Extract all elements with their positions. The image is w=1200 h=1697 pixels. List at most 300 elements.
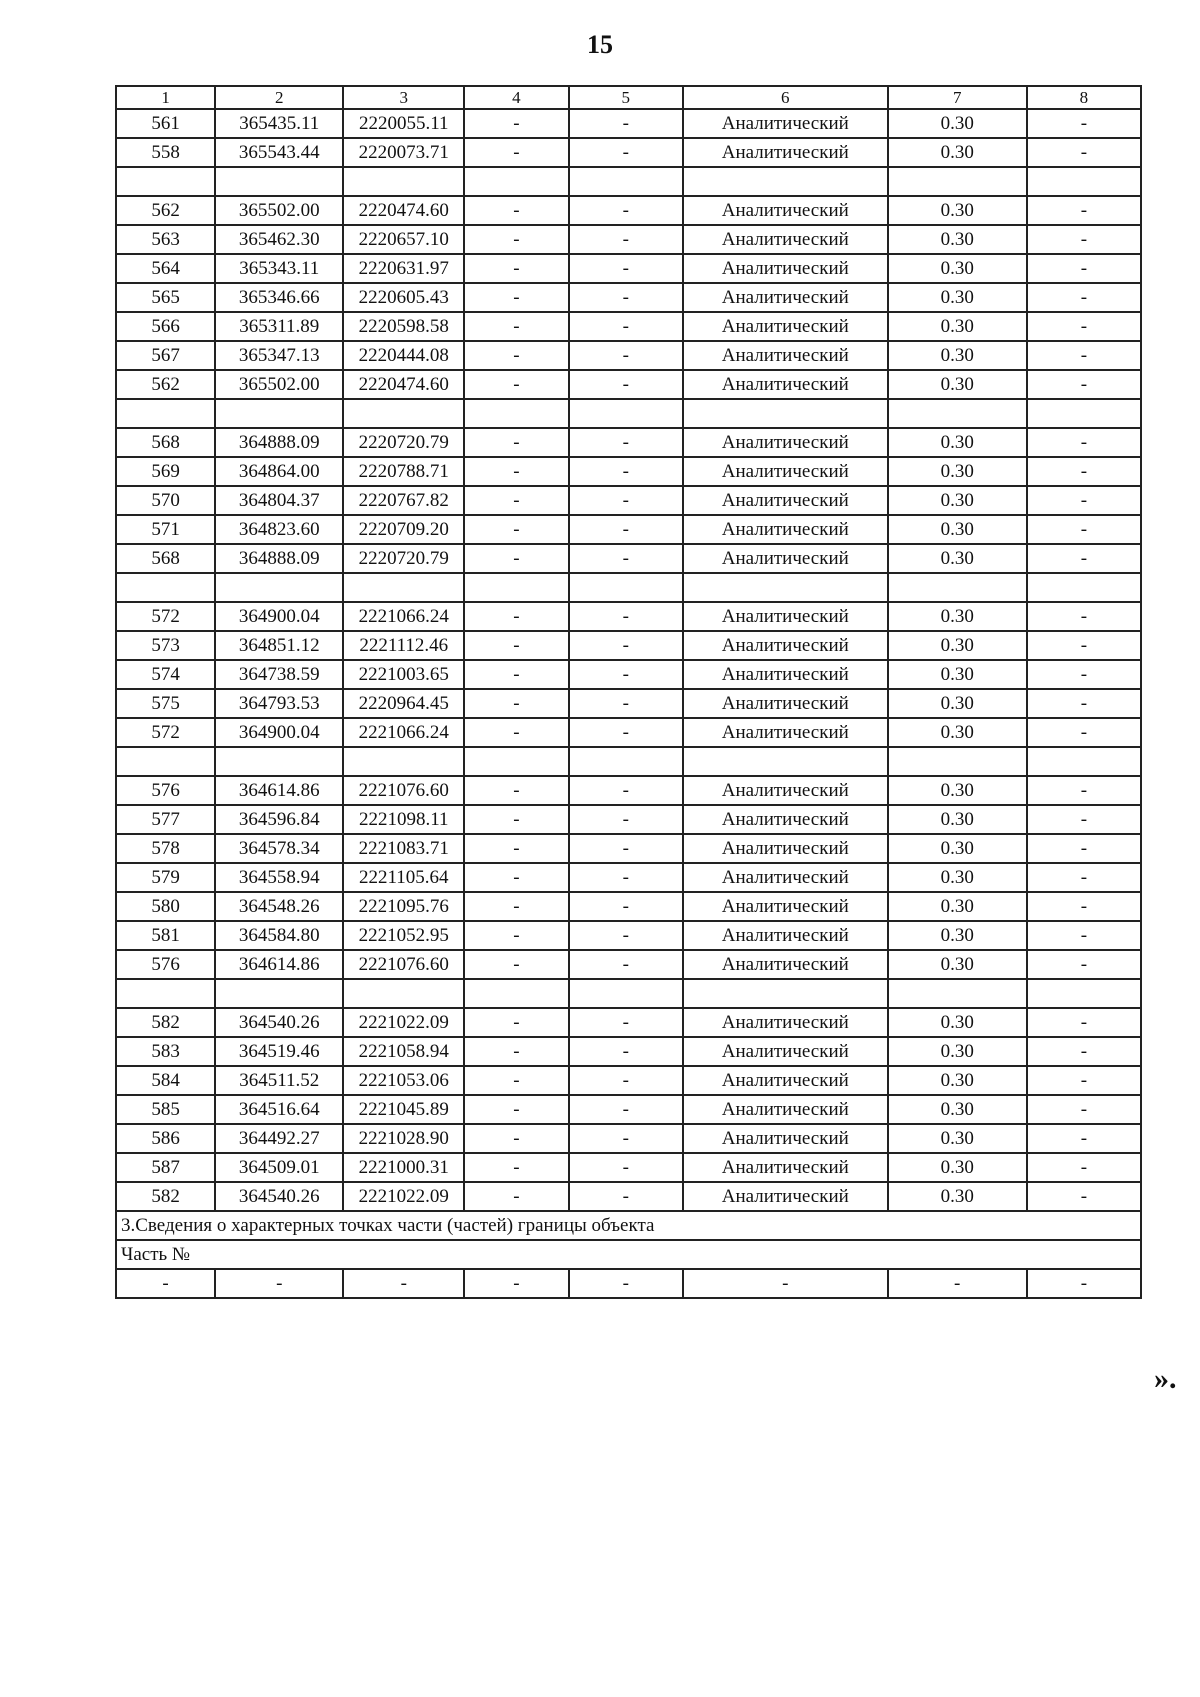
empty-cell: [569, 399, 683, 428]
table-row: [116, 718, 1141, 747]
table-row: [116, 834, 1141, 863]
table-cell: 582: [116, 1182, 215, 1211]
table-cell: 0.30: [888, 950, 1027, 979]
table-cell: 364511.52: [215, 1066, 343, 1095]
table-cell: Аналитический: [683, 457, 888, 486]
table-cell: Аналитический: [683, 1153, 888, 1182]
table-cell: -: [569, 1269, 683, 1298]
table-row: [116, 892, 1141, 921]
table-cell: -: [1027, 486, 1141, 515]
table-row: [116, 921, 1141, 950]
table-row: [116, 689, 1141, 718]
empty-cell: [569, 979, 683, 1008]
empty-cell: [683, 979, 888, 1008]
table-cell: -: [569, 341, 683, 370]
table-cell: 570: [116, 486, 215, 515]
table-cell: 364888.09: [215, 428, 343, 457]
table-row: [116, 515, 1141, 544]
table-cell: 2220474.60: [343, 370, 464, 399]
table-cell: 2220964.45: [343, 689, 464, 718]
table-cell: Аналитический: [683, 718, 888, 747]
table-row: [116, 1124, 1141, 1153]
table-row: [116, 428, 1141, 457]
table-cell: 2221098.11: [343, 805, 464, 834]
table-cell: -: [1027, 950, 1141, 979]
table-cell: -: [569, 660, 683, 689]
table-row: [116, 225, 1141, 254]
table-cell: Аналитический: [683, 863, 888, 892]
table-cell: -: [1027, 1095, 1141, 1124]
table-cell: -: [464, 1008, 569, 1037]
table-row: [116, 1008, 1141, 1037]
table-cell: 2220631.97: [343, 254, 464, 283]
table-cell: -: [569, 428, 683, 457]
table-cell: -: [464, 312, 569, 341]
empty-cell: [215, 399, 343, 428]
table-cell: -: [569, 283, 683, 312]
empty-cell: [683, 747, 888, 776]
table-cell: 364793.53: [215, 689, 343, 718]
table-cell: 0.30: [888, 312, 1027, 341]
empty-cell: [569, 573, 683, 602]
table-cell: 587: [116, 1153, 215, 1182]
table-cell: -: [1027, 1008, 1141, 1037]
table-cell: 0.30: [888, 109, 1027, 138]
table-cell: Аналитический: [683, 225, 888, 254]
table-cell: 365311.89: [215, 312, 343, 341]
table-cell: -: [569, 254, 683, 283]
table-cell: 568: [116, 428, 215, 457]
table-cell: -: [569, 805, 683, 834]
separator-row: [116, 979, 1141, 1008]
table-cell: Аналитический: [683, 312, 888, 341]
table-cell: 2220605.43: [343, 283, 464, 312]
table-cell: -: [464, 805, 569, 834]
table-cell: -: [569, 863, 683, 892]
table-cell: 2221052.95: [343, 921, 464, 950]
table-cell: -: [569, 689, 683, 718]
table-cell: -: [1027, 834, 1141, 863]
table-cell: -: [464, 863, 569, 892]
table-row: [116, 631, 1141, 660]
table-cell: 0.30: [888, 892, 1027, 921]
table-cell: 364540.26: [215, 1182, 343, 1211]
table-cell: -: [1027, 1182, 1141, 1211]
table-cell: 564: [116, 254, 215, 283]
empty-cell: [888, 747, 1027, 776]
table-cell: 577: [116, 805, 215, 834]
table-cell: 581: [116, 921, 215, 950]
table-cell: -: [464, 457, 569, 486]
table-cell: 0.30: [888, 370, 1027, 399]
table-cell: 0.30: [888, 1095, 1027, 1124]
table-cell: 2221022.09: [343, 1182, 464, 1211]
table-cell: 364540.26: [215, 1008, 343, 1037]
table-cell: -: [464, 544, 569, 573]
table-row: [116, 370, 1141, 399]
table-cell: -: [569, 950, 683, 979]
column-header: 1: [116, 86, 215, 109]
table-cell: -: [464, 660, 569, 689]
table-cell: -: [569, 1095, 683, 1124]
table-cell: 364804.37: [215, 486, 343, 515]
table-cell: -: [464, 776, 569, 805]
empty-cell: [888, 573, 1027, 602]
table-cell: 583: [116, 1037, 215, 1066]
table-cell: 2220657.10: [343, 225, 464, 254]
table-cell: -: [569, 1066, 683, 1095]
column-header: 6: [683, 86, 888, 109]
table-cell: -: [464, 1182, 569, 1211]
table-row: [116, 138, 1141, 167]
table-cell: 586: [116, 1124, 215, 1153]
table-cell: 364614.86: [215, 950, 343, 979]
table-cell: Аналитический: [683, 921, 888, 950]
table-cell: 0.30: [888, 689, 1027, 718]
table-cell: -: [1027, 283, 1141, 312]
table-cell: 558: [116, 138, 215, 167]
table-cell: -: [569, 602, 683, 631]
table-cell: 0.30: [888, 631, 1027, 660]
table-cell: -: [464, 370, 569, 399]
table-cell: 364864.00: [215, 457, 343, 486]
table-cell: -: [1027, 805, 1141, 834]
table-cell: 365346.66: [215, 283, 343, 312]
table-cell: 2220055.11: [343, 109, 464, 138]
empty-cell: [683, 573, 888, 602]
table-cell: 2221095.76: [343, 892, 464, 921]
table-cell: 0.30: [888, 602, 1027, 631]
table-cell: 572: [116, 602, 215, 631]
table-row: [116, 1182, 1141, 1211]
empty-cell: [343, 573, 464, 602]
column-header: 4: [464, 86, 569, 109]
empty-cell: [464, 747, 569, 776]
table-cell: 576: [116, 950, 215, 979]
empty-cell: [215, 979, 343, 1008]
table-cell: 0.30: [888, 457, 1027, 486]
table-cell: 365435.11: [215, 109, 343, 138]
table-cell: 584: [116, 1066, 215, 1095]
table-cell: -: [1027, 341, 1141, 370]
table-cell: -: [1027, 718, 1141, 747]
table-cell: 2220709.20: [343, 515, 464, 544]
table-cell: -: [569, 109, 683, 138]
table-cell: -: [1027, 863, 1141, 892]
table-cell: 364888.09: [215, 544, 343, 573]
empty-cell: [116, 747, 215, 776]
table-row: [116, 486, 1141, 515]
table-cell: -: [569, 892, 683, 921]
table-cell: 561: [116, 109, 215, 138]
table-cell: -: [1027, 138, 1141, 167]
table-cell: 364558.94: [215, 863, 343, 892]
table-cell: 0.30: [888, 544, 1027, 573]
table-cell: -: [569, 544, 683, 573]
table-cell: -: [569, 312, 683, 341]
table-row: [116, 602, 1141, 631]
table-cell: -: [1027, 1066, 1141, 1095]
empty-cell: [464, 399, 569, 428]
table-cell: -: [1027, 602, 1141, 631]
empty-cell: [116, 979, 215, 1008]
table-cell: -: [569, 1124, 683, 1153]
table-cell: 562: [116, 370, 215, 399]
table-cell: -: [464, 1153, 569, 1182]
empty-cell: [464, 573, 569, 602]
empty-cell: [569, 747, 683, 776]
table-cell: 364851.12: [215, 631, 343, 660]
table-cell: 0.30: [888, 834, 1027, 863]
table-cell: 585: [116, 1095, 215, 1124]
table-cell: 364519.46: [215, 1037, 343, 1066]
table-cell: 2221000.31: [343, 1153, 464, 1182]
column-header: 2: [215, 86, 343, 109]
table-cell: 2220767.82: [343, 486, 464, 515]
table-cell: 2220598.58: [343, 312, 464, 341]
table-cell: -: [464, 892, 569, 921]
empty-cell: [215, 573, 343, 602]
table-cell: -: [464, 631, 569, 660]
empty-cell: [343, 399, 464, 428]
table-cell: 0.30: [888, 283, 1027, 312]
table-cell: 567: [116, 341, 215, 370]
header-row: [116, 86, 1141, 109]
table-cell: -: [464, 1095, 569, 1124]
table-cell: 574: [116, 660, 215, 689]
table-cell: 2221066.24: [343, 602, 464, 631]
table-row: [116, 312, 1141, 341]
table-cell: 2221112.46: [343, 631, 464, 660]
part-label: Часть №: [116, 1240, 1141, 1269]
table-cell: 578: [116, 834, 215, 863]
table-cell: 364509.01: [215, 1153, 343, 1182]
table-cell: -: [464, 1066, 569, 1095]
table-cell: -: [569, 515, 683, 544]
table-cell: 0.30: [888, 718, 1027, 747]
table-cell: 568: [116, 544, 215, 573]
table-cell: Аналитический: [683, 1037, 888, 1066]
table-body: [116, 86, 1141, 1298]
table-cell: 2221066.24: [343, 718, 464, 747]
table-cell: -: [569, 225, 683, 254]
table-cell: -: [569, 457, 683, 486]
table-cell: Аналитический: [683, 138, 888, 167]
table-cell: -: [1027, 370, 1141, 399]
separator-row: [116, 747, 1141, 776]
table-cell: 0.30: [888, 1037, 1027, 1066]
table-cell: -: [888, 1269, 1027, 1298]
table-cell: -: [464, 225, 569, 254]
table-cell: 2220788.71: [343, 457, 464, 486]
table-cell: Аналитический: [683, 196, 888, 225]
table-cell: -: [464, 196, 569, 225]
table-cell: -: [1027, 312, 1141, 341]
section-title: 3.Сведения о характерных точках части (частей) границы объекта: [116, 1211, 1141, 1240]
empty-cell: [1027, 399, 1141, 428]
table-cell: 2220720.79: [343, 428, 464, 457]
table-cell: 364492.27: [215, 1124, 343, 1153]
table-cell: 575: [116, 689, 215, 718]
table-cell: -: [464, 950, 569, 979]
table-cell: 562: [116, 196, 215, 225]
table-cell: 569: [116, 457, 215, 486]
separator-row: [116, 399, 1141, 428]
part-row: [116, 1240, 1141, 1269]
table-cell: Аналитический: [683, 341, 888, 370]
table-cell: Аналитический: [683, 370, 888, 399]
table-cell: 0.30: [888, 921, 1027, 950]
closing-quote: ».: [1154, 1362, 1177, 1395]
empty-cell: [116, 399, 215, 428]
table-cell: 573: [116, 631, 215, 660]
table-cell: 365462.30: [215, 225, 343, 254]
table-row: [116, 1153, 1141, 1182]
table-cell: 365543.44: [215, 138, 343, 167]
table-cell: 364900.04: [215, 718, 343, 747]
table-cell: 0.30: [888, 341, 1027, 370]
table-cell: Аналитический: [683, 776, 888, 805]
table-cell: 0.30: [888, 1066, 1027, 1095]
table-cell: -: [569, 776, 683, 805]
table-row: [116, 660, 1141, 689]
table-cell: -: [215, 1269, 343, 1298]
table-cell: -: [464, 283, 569, 312]
table-row: [116, 457, 1141, 486]
table-cell: -: [1027, 921, 1141, 950]
table-cell: Аналитический: [683, 950, 888, 979]
empty-cell: [888, 399, 1027, 428]
table-cell: -: [343, 1269, 464, 1298]
table-cell: 2221076.60: [343, 950, 464, 979]
empty-cell: [683, 167, 888, 196]
empty-cell: [116, 573, 215, 602]
table-cell: Аналитический: [683, 254, 888, 283]
table-cell: 364584.80: [215, 921, 343, 950]
empty-cell: [1027, 979, 1141, 1008]
empty-cell: [343, 167, 464, 196]
table-cell: 576: [116, 776, 215, 805]
empty-cell: [683, 399, 888, 428]
table-cell: -: [1027, 544, 1141, 573]
table-cell: 579: [116, 863, 215, 892]
table-cell: 365343.11: [215, 254, 343, 283]
empty-cell: [116, 167, 215, 196]
empty-cell: [464, 979, 569, 1008]
table-cell: Аналитический: [683, 486, 888, 515]
table-cell: -: [464, 602, 569, 631]
table-cell: -: [464, 515, 569, 544]
table-cell: -: [1027, 515, 1141, 544]
table-cell: 580: [116, 892, 215, 921]
table-cell: 0.30: [888, 1182, 1027, 1211]
column-header: 3: [343, 86, 464, 109]
table-row: [116, 341, 1141, 370]
table-row: [116, 544, 1141, 573]
column-header: 7: [888, 86, 1027, 109]
table-cell: -: [569, 834, 683, 863]
table-cell: Аналитический: [683, 1124, 888, 1153]
table-row: [116, 805, 1141, 834]
table-cell: -: [1027, 457, 1141, 486]
table-cell: -: [464, 689, 569, 718]
table-row: [116, 1037, 1141, 1066]
table-cell: 0.30: [888, 428, 1027, 457]
table-cell: Аналитический: [683, 1095, 888, 1124]
table-cell: Аналитический: [683, 515, 888, 544]
table-cell: -: [1027, 225, 1141, 254]
table-cell: 364516.64: [215, 1095, 343, 1124]
table-cell: -: [569, 486, 683, 515]
table-cell: -: [464, 921, 569, 950]
table-cell: Аналитический: [683, 1182, 888, 1211]
table-cell: 364823.60: [215, 515, 343, 544]
table-cell: 2221058.94: [343, 1037, 464, 1066]
table-cell: -: [569, 631, 683, 660]
table-cell: 563: [116, 225, 215, 254]
table-cell: -: [464, 138, 569, 167]
table-cell: 565: [116, 283, 215, 312]
table-cell: -: [1027, 109, 1141, 138]
separator-row: [116, 573, 1141, 602]
table-row: [116, 196, 1141, 225]
table-cell: Аналитический: [683, 109, 888, 138]
table-cell: Аналитический: [683, 892, 888, 921]
table-cell: Аналитический: [683, 544, 888, 573]
empty-cell: [1027, 747, 1141, 776]
empty-cell: [343, 979, 464, 1008]
table-cell: -: [1027, 196, 1141, 225]
table-cell: 0.30: [888, 805, 1027, 834]
empty-cell: [215, 167, 343, 196]
table-cell: 0.30: [888, 254, 1027, 283]
table-cell: -: [116, 1269, 215, 1298]
table-cell: 0.30: [888, 486, 1027, 515]
page-number: 15: [587, 30, 613, 59]
table-row: [116, 283, 1141, 312]
table-cell: -: [683, 1269, 888, 1298]
table-cell: 365502.00: [215, 196, 343, 225]
table-cell: 2220720.79: [343, 544, 464, 573]
table-cell: Аналитический: [683, 283, 888, 312]
table-cell: -: [569, 1182, 683, 1211]
table-cell: -: [569, 718, 683, 747]
table-cell: 2220444.08: [343, 341, 464, 370]
table-cell: Аналитический: [683, 602, 888, 631]
empty-cell: [215, 747, 343, 776]
separator-row: [116, 167, 1141, 196]
table-cell: -: [1027, 776, 1141, 805]
table-cell: 2220073.71: [343, 138, 464, 167]
table-cell: -: [569, 370, 683, 399]
table-cell: 2221083.71: [343, 834, 464, 863]
table-cell: Аналитический: [683, 1008, 888, 1037]
table-cell: 571: [116, 515, 215, 544]
table-cell: 0.30: [888, 776, 1027, 805]
table-cell: -: [569, 1037, 683, 1066]
table-cell: -: [569, 1008, 683, 1037]
section-row: [116, 1211, 1141, 1240]
table-cell: 0.30: [888, 138, 1027, 167]
table-cell: 364738.59: [215, 660, 343, 689]
coordinates-table: [115, 85, 1142, 1299]
table-cell: 364614.86: [215, 776, 343, 805]
table-cell: 365347.13: [215, 341, 343, 370]
table-cell: 2221105.64: [343, 863, 464, 892]
table-cell: Аналитический: [683, 689, 888, 718]
table-cell: -: [1027, 1124, 1141, 1153]
table-cell: -: [464, 1037, 569, 1066]
